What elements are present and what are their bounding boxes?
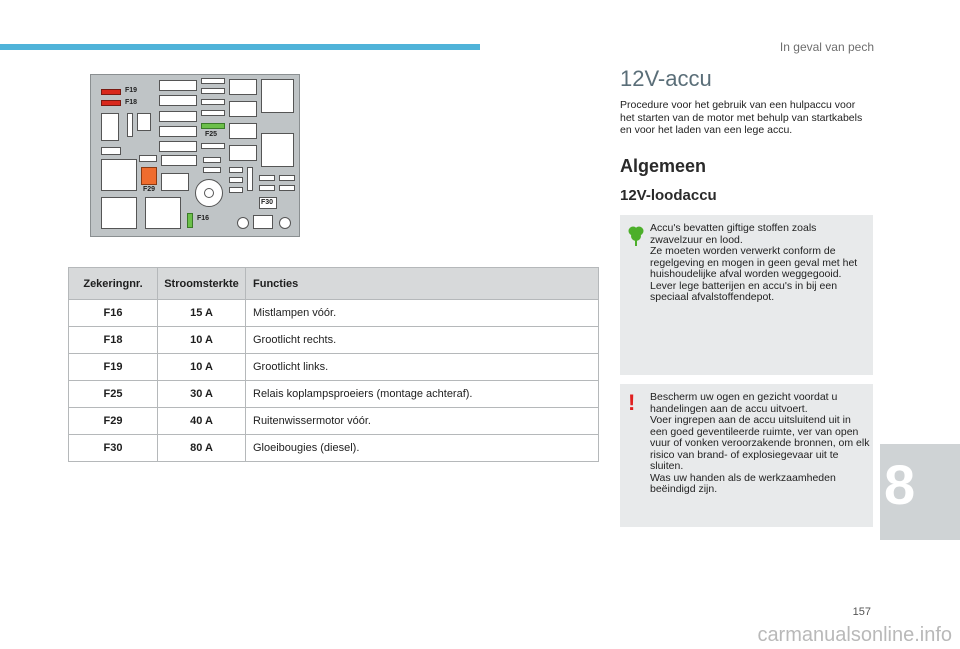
watermark: carmanualsonline.info [757, 624, 952, 646]
fuse-slot [139, 155, 157, 162]
fuse-f29-marker [141, 167, 157, 185]
environment-note-text: Accu's bevatten giftige stoffen zoals zwavelzuur en lood. Ze moeten worden verwerkt conform de regelgeving en mogen in geen geval met het huishoudelijke afval worden weggegooid. Lever lege batterijen en accu's in bij een speciaal afvalstoffendepot. [650, 222, 858, 303]
fuse-current-cell: 10 A [158, 354, 246, 381]
table-row [69, 408, 599, 435]
tree-icon [628, 225, 644, 247]
section-header-title: In geval van pech [779, 40, 874, 54]
column-header-functions: Functies [246, 268, 599, 300]
subsection-heading: 12V-loodaccu [620, 187, 717, 204]
table-row [69, 435, 599, 462]
fuse-current-cell: 80 A [158, 435, 246, 462]
fuse-slot [201, 99, 225, 105]
fuse-slot [229, 167, 243, 173]
environment-note [620, 215, 873, 375]
fuse-slot [247, 167, 253, 191]
fuse-f25-marker [201, 123, 225, 129]
header-accent-bar [0, 44, 480, 50]
fuse-current-cell: 40 A [158, 408, 246, 435]
fuse-current-cell: 30 A [158, 381, 246, 408]
fuse-label-f18: F18 [125, 99, 138, 106]
intro-paragraph: Procedure voor het gebruik van een hulpaccu voor het starten van de motor met behulp van startkabels en voor het laden van een lege accu. [620, 99, 863, 136]
fuse-slot [203, 167, 221, 173]
relay-slot [101, 159, 137, 191]
fuse-box-diagram [90, 74, 300, 237]
relay-slot [145, 197, 181, 229]
connector-circle [237, 217, 249, 229]
fuse-number-cell: F19 [69, 354, 158, 381]
connector-circle [279, 217, 291, 229]
relay-slot [229, 79, 257, 95]
fuse-slot [201, 78, 225, 84]
fuse-slot [279, 185, 295, 191]
fuse-number-cell: F18 [69, 327, 158, 354]
fuse-current-cell: 10 A [158, 327, 246, 354]
fuse-number-cell: F29 [69, 408, 158, 435]
relay-slot [229, 123, 257, 139]
fuse-function-cell: Grootlicht rechts. [246, 327, 599, 354]
fuse-slot [259, 175, 275, 181]
fuse-slot [253, 215, 273, 229]
fuse-slot [161, 155, 197, 166]
relay-slot [229, 101, 257, 117]
section-heading: Algemeen [620, 156, 707, 176]
fuse-slot [159, 111, 197, 122]
fuse-number-cell: F16 [69, 300, 158, 327]
fuse-slot [279, 175, 295, 181]
table-row [69, 300, 599, 327]
fuse-function-cell: Grootlicht links. [246, 354, 599, 381]
fuse-function-cell: Ruitenwissermotor vóór. [246, 408, 599, 435]
relay-slot [261, 79, 294, 113]
column-header-current: Stroomsterkte [158, 268, 246, 300]
fuse-f18-marker [101, 100, 121, 106]
fuse-slot [229, 177, 243, 183]
relay-slot [261, 133, 294, 167]
fuse-f16-marker [187, 213, 193, 228]
warning-note [620, 384, 873, 527]
chapter-number: 8 [884, 453, 916, 516]
relay-slot [229, 145, 257, 161]
connector-circle [204, 188, 214, 198]
fuse-slot [101, 113, 119, 141]
fuse-slot [127, 113, 133, 137]
fuse-label-f25: F25 [205, 131, 218, 138]
fuse-slot [159, 126, 197, 137]
fuse-label-f29: F29 [143, 186, 156, 193]
warning-note-text: Bescherm uw ogen en gezicht voordat u handelingen aan de accu uitvoert. Voer ingrepen aan de accu uitsluitend uit in een goed geventileerde ruimte, ver van open vuur of vonken veroorzakende bronnen, om elk risico van brand- of explosiegevaar uit te sluiten. Was uw handen als de werkzaamheden beëindigd zijn. [650, 391, 870, 495]
fuse-function-cell: Relais koplampsproeiers (montage achteraf). [246, 381, 599, 408]
fuse-slot [159, 95, 197, 106]
fuse-slot [201, 110, 225, 116]
page-number: 157 [852, 606, 871, 618]
fuse-slot [161, 173, 189, 191]
fuse-label-f30: F30 [261, 199, 274, 206]
fuse-slot [159, 80, 197, 91]
fuse-number-cell: F25 [69, 381, 158, 408]
page-title: 12V-accu [620, 66, 712, 91]
relay-slot [101, 197, 137, 229]
fuse-slot [259, 185, 275, 191]
fuse-function-cell: Mistlampen vóór. [246, 300, 599, 327]
fuse-f19-marker [101, 89, 121, 95]
fuse-slot [137, 113, 151, 131]
fuse-table [68, 267, 599, 462]
fuse-slot [229, 187, 243, 193]
fuse-slot [201, 88, 225, 94]
column-header-fuse-number: Zekeringnr. [69, 268, 158, 300]
fuse-current-cell: 15 A [158, 300, 246, 327]
fuse-slot [101, 147, 121, 155]
fuse-slot [201, 143, 225, 149]
fuse-slot [203, 157, 221, 163]
table-row [69, 381, 599, 408]
warning-icon: ! [628, 390, 636, 415]
fuse-function-cell: Gloeibougies (diesel). [246, 435, 599, 462]
table-header-row [69, 268, 599, 300]
fuse-label-f19: F19 [125, 87, 138, 94]
table-row [69, 327, 599, 354]
table-row [69, 354, 599, 381]
fuse-slot [159, 141, 197, 152]
fuse-number-cell: F30 [69, 435, 158, 462]
fuse-label-f16: F16 [197, 215, 210, 222]
